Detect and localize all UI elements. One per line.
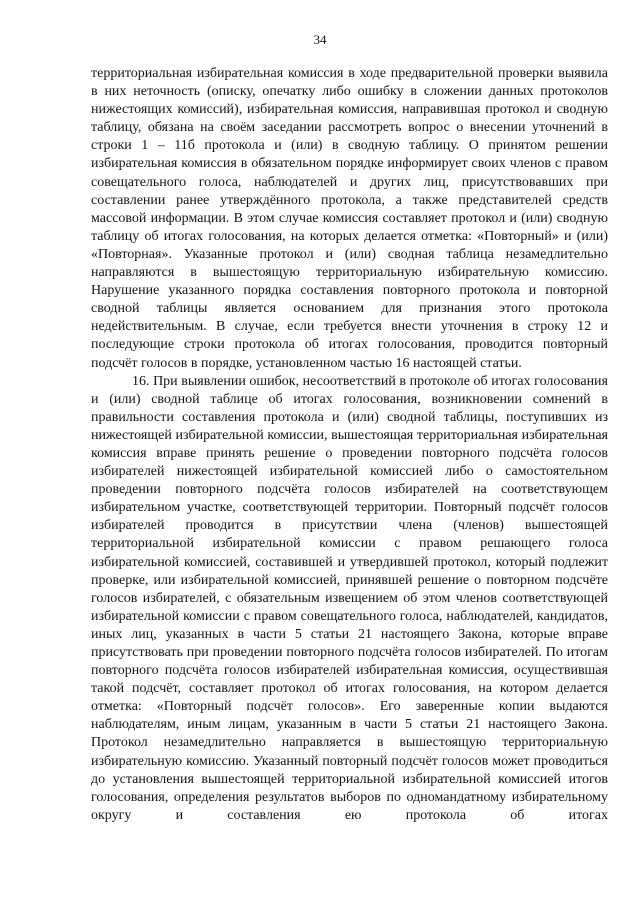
page-number: 34 — [313, 32, 327, 47]
document-body — [91, 65, 608, 825]
paragraph-item-16: 16. При выявлении ошибок, несоответствий в протоколе об итогах голосования и (или) сводной таблице об итогах голосования, возникновении сомнений в правильности составления протокола и (или) сводной таблицы, поступивших из нижестоящей избирательной комиссии, вышестоящая территориальная избирательная комиссия вправе принять решение о проведении повторного подсчёта голосов избирателей нижестоящей избирательной комиссией либо о самостоятельном проведении повторного подсчёта голосов избирателей на соответствующем избирательном участке, соответствующей территории. Повторный подсчёт голосов избирателей проводится в присутствии члена (членов) вышестоящей территориальной избирательной комиссии с правом решающего голоса избирательной комиссией, составившей и утвердившей протокол, который подлежит проверке, или избирательной комиссией, принявшей решение о повторном подсчёте голосов избирателей, с обязательным извещением об этом членов соответствующей избирательной комиссии с правом совещательного голоса, наблюдателей, кандидатов, иных лиц, указанных в части 5 статьи 21 настоящего Закона, которые вправе присутствовать при проведении повторного подсчёта голосов избирателей. По итогам повторного подсчёта голосов избирателей избирательная комиссия, осуществившая такой подсчёт, составляет протокол об итогах голосования, на котором делается отметка: «Повторный подсчёт голосов». Его заверенные копии выдаются наблюдателям, иным лицам, указанным в части 5 статьи 21 настоящего Закона. Протокол незамедлительно направляется в вышестоящую территориальную избирательную комиссию. Указанный повторный подсчёт голосов может проводиться до установления вышестоящей территориальной избирательной комиссией итогов голосования, определения результатов выборов по одномандатному избирательному округу и составления ею протокола об итогах — [91, 373, 608, 823]
paragraph-continuation: территориальная избирательная комиссия в ходе предварительной проверки выявила в них неточность (описку, опечатку либо ошибку в сложении данных протоколов нижестоящих комиссий), избирательная комиссия, направившая протокол и сводную таблицу, обязана на своём заседании рассмотреть вопрос о внесении уточнений в строки 1 – 11б протокола и (или) в сводную таблицу. О принятом решении избирательная комиссия в обязательном порядке информирует своих членов с правом совещательного голоса, наблюдателей и других лиц, присутствовавших при составлении ранее утверждённого протокола, а также представителей средств массовой информации. В этом случае комиссия составляет протокол и (или) сводную таблицу об итогах голосования, на которых делается отметка: «Повторный» и (или) «Повторная». Указанные протокол и (или) сводная таблица незамедлительно направляются в вышестоящую территориальную избирательную комиссию. Нарушение указанного порядка составления повторного протокола и повторной сводной таблицы является основанием для признания этого протокола недействительным. В случае, если требуется внести уточнения в строку 12 и последующие строки протокола об итогах голосования, проводится повторный подсчёт голосов в порядке, установленном частью 16 настоящей статьи. — [91, 66, 608, 371]
